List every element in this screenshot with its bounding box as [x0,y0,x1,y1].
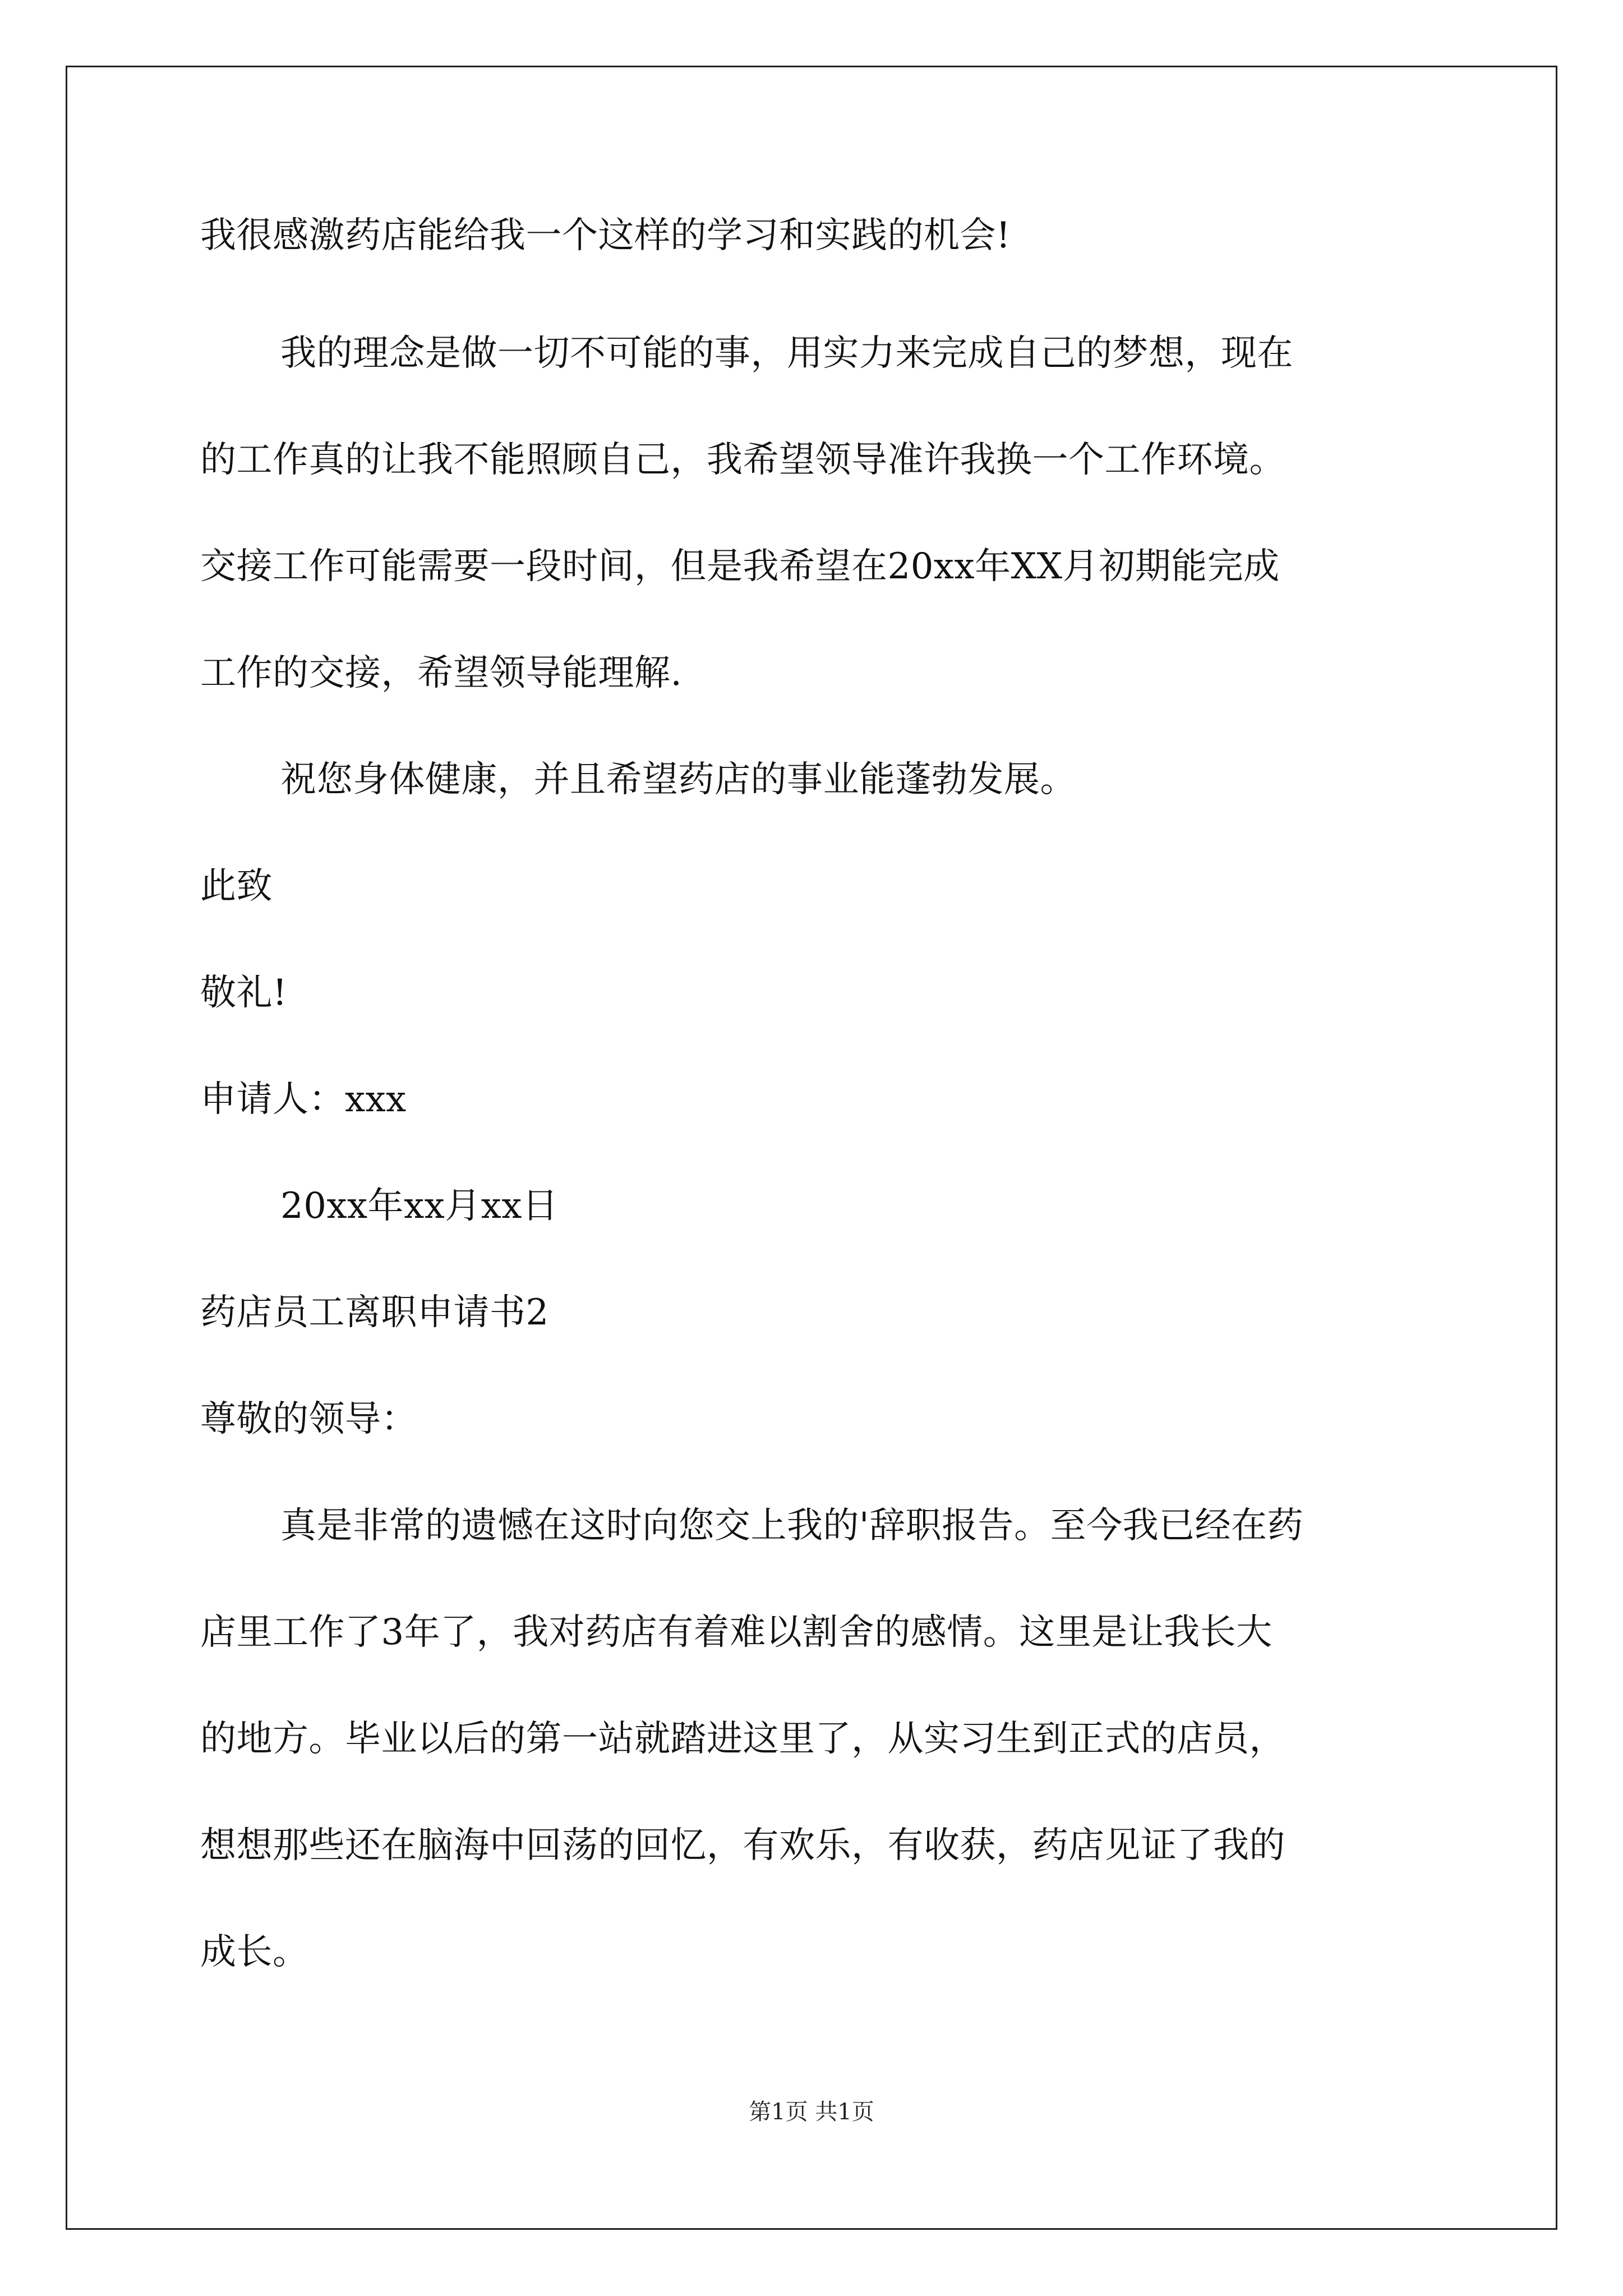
paragraph-line: 想想那些还在脑海中回荡的回忆，有欢乐，有收获，药店见证了我的 [200,1825,1285,1866]
date-line: 20xx年xx月xx日 [280,1185,559,1227]
closing-salutation: 此致 [200,866,273,907]
paragraph-line: 祝您身体健康，并且希望药店的事业能蓬勃发展。 [280,759,1076,800]
closing-respect: 敬礼! [200,972,288,1014]
greeting-line: 尊敬的领导： [200,1398,417,1440]
applicant-line: 申请人：xxx [200,1079,407,1120]
paragraph-line: 交接工作可能需要一段时间，但是我希望在20xx年XX月初期能完成 [200,546,1280,587]
paragraph-line: 的工作真的让我不能照顾自己，我希望领导准许我换一个工作环境。 [200,439,1285,481]
paragraph-line: 成长。 [200,1931,309,1973]
paragraph-line: 店里工作了3年了，我对药店有着难以割舍的感情。这里是让我长大 [200,1612,1272,1653]
page-border [66,66,1557,2230]
paragraph-line: 的地方。毕业以后的第一站就踏进这里了，从实习生到正式的店员， [200,1718,1285,1760]
page-footer: 第1页 共1页 [749,2099,874,2125]
paragraph-line: 真是非常的遗憾在这时向您交上我的'辞职报告。至今我已经在药 [280,1505,1304,1547]
paragraph-line: 我很感激药店能给我一个这样的学习和实践的机会! [200,215,1011,256]
paragraph-line: 工作的交接，希望领导能理解. [200,652,683,694]
section-title: 药店员工离职申请书2 [200,1292,549,1333]
paragraph-line: 我的理念是做一切不可能的事，用实力来完成自己的梦想，现在 [280,333,1293,374]
